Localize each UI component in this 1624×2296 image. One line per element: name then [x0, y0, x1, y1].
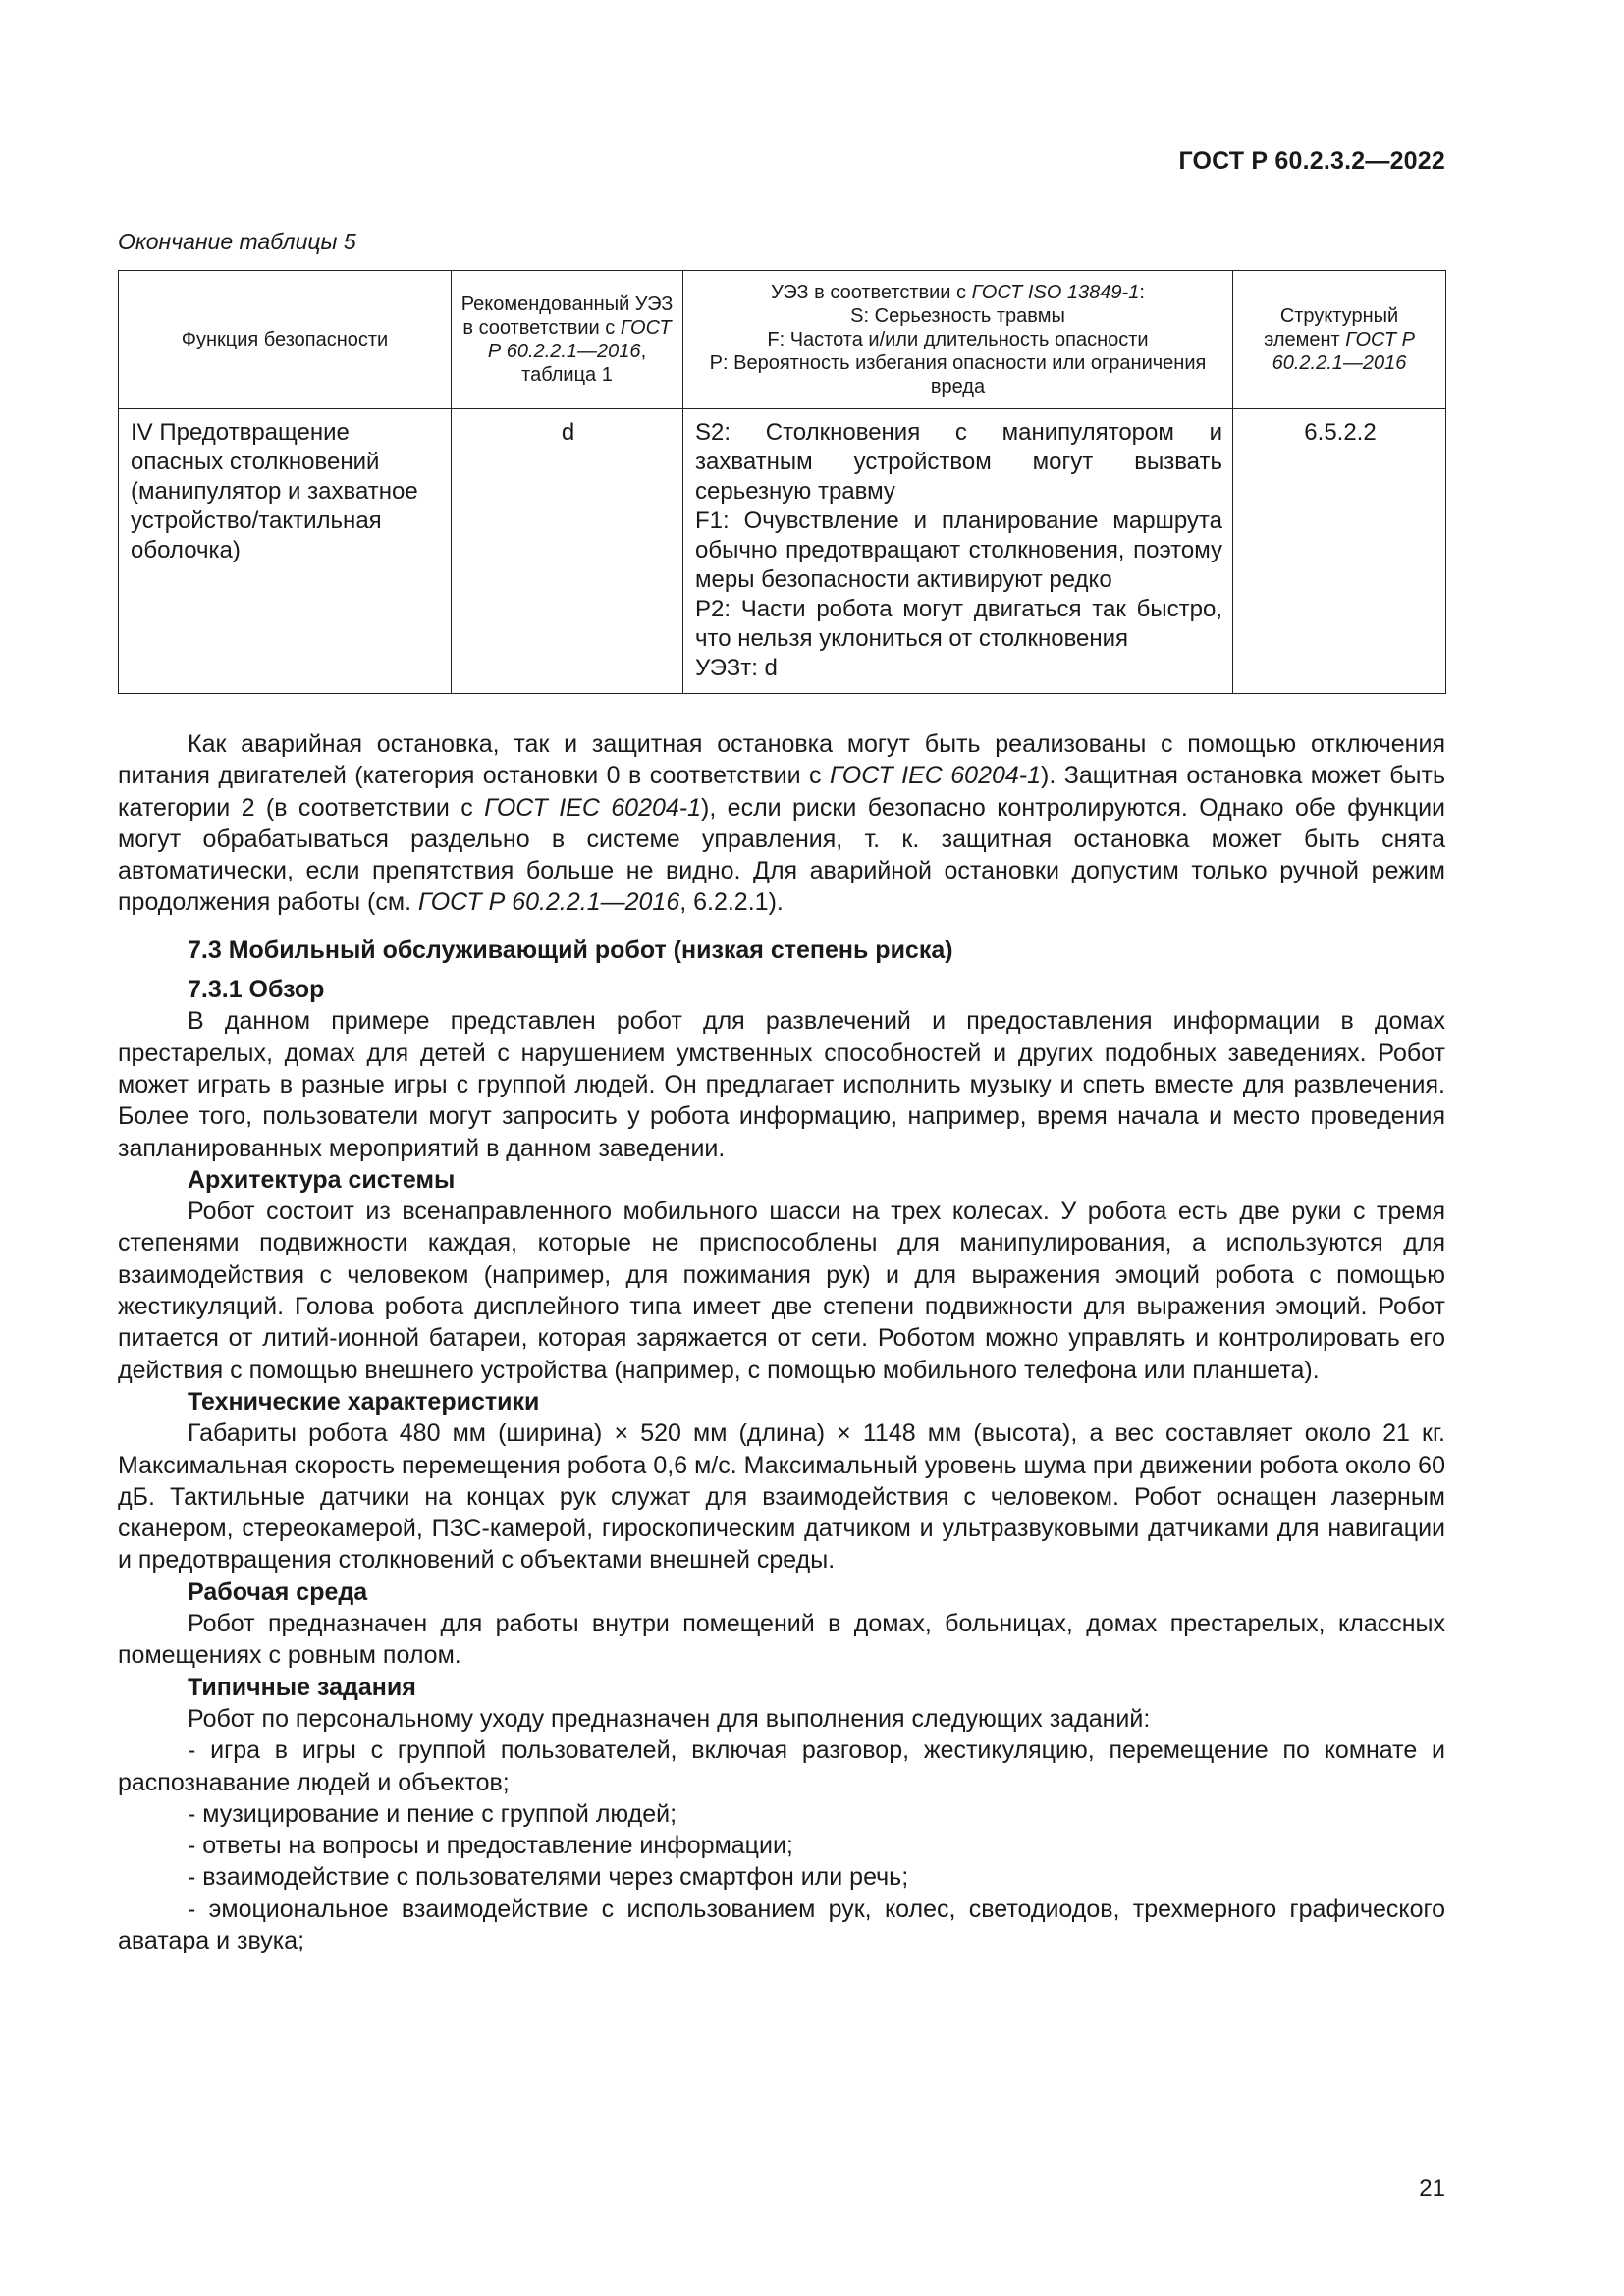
- heading-architecture: Архитектура системы: [188, 1165, 456, 1194]
- table-header-row: [119, 271, 1446, 409]
- paragraph-architecture: Робот состоит из всенаправленного мобильного шасси на трех колесах. У робота есть две руки с тремя степенями подвижности каждая, которые не приспособлены для манипулирования, а используются для взаимодействия с человеком (например, для пожимания рук) и для выражения эмоций робота с помощью жестикуляций. Голова робота дисплейного типа имеет две степени подвижности для выражения эмоций. Робот питается от литий-ионной батареи, которая заряжается от сети. Роботом можно управлять и контролировать его действия с помощью внешнего устройства (например, с помощью мобильного телефона или планшета).: [118, 1198, 1445, 1384]
- list-item: - взаимодействие с пользователями через смартфон или речь;: [188, 1863, 909, 1892]
- paragraph-overview: В данном примере представлен робот для развлечений и предоставления информации в домах престарелых, домах для детей с нарушением умственных способностей и других подобных заведениях. Робот может играть в разные игры с группой людей. Он предлагает исполнить музыку и спеть вместе для развлечения. Более того, пользователи могут запросить у робота информацию, например, время начала и место проведения запланированных мероприятий в данном заведении.: [118, 1007, 1445, 1162]
- page-number: 21: [1419, 2175, 1445, 2202]
- section-heading-7-3: 7.3 Мобильный обслуживающий робот (низкая степень риска): [188, 935, 953, 964]
- paragraph-stops: Как аварийная остановка, так и защитная остановка могут быть реализованы с помощью отключения питания двигателей (категория остановки 0 в соответствии с ГОСТ IEC 60204-1). Защитная остановка может быть категории 2 (в соответствии с ГОСТ IEC 60204-1), если риски безопасно контролируются. Однако обе функции могут обрабатываться раздельно в системе управления, т. к. защитная остановка может быть снята автоматически, если препятствия больше не видно. Для аварийной остановки допустим только ручной режим продолжения работы (см. ГОСТ Р 60.2.2.1—2016, 6.2.2.1).: [118, 730, 1445, 917]
- heading-environment: Рабочая среда: [188, 1577, 368, 1606]
- pl-line-f1: F1: Очувствление и планирование маршрута обычно предотвращают столкновения, поэтому меры безопасности активируют редко: [695, 507, 1222, 593]
- paragraph-tasks-intro: Робот по персональному уходу предназначен для выполнения следующих заданий:: [188, 1704, 1151, 1733]
- list-item: - ответы на вопросы и предоставление информации;: [188, 1832, 793, 1860]
- cell-pl-parameters: [683, 409, 1233, 694]
- cell-structural-element: 6.5.2.2: [1233, 409, 1446, 694]
- table-caption: Окончание таблицы 5: [118, 229, 356, 254]
- list-item: - эмоциональное взаимодействие с использованием рук, колес, светодиодов, трехмерного графического аватара и звука;: [118, 1895, 1445, 1954]
- header-recommended-pl: Рекомендованный УЭЗ в соответствии с ГОСТ Р 60.2.2.1—2016, таблица 1: [452, 271, 683, 409]
- list-item: - музицирование и пение с группой людей;: [188, 1799, 677, 1828]
- cell-recommended-pl: d: [452, 409, 683, 694]
- paragraph-technical: Габариты робота 480 мм (ширина) × 520 мм (длина) × 1148 мм (высота), а вес составляет около 21 кг. Максимальная скорость перемещения робота 0,6 м/с. Максимальный уровень шума при движении робота около 60 дБ. Тактильные датчики на концах рук служат для взаимодействия с человеком. Робот оснащен лазерным сканером, стереокамерой, ПЗС-камерой, гироскопическим датчиком и ультразвуковыми датчиками для навигации и предотвращения столкновений с объектами внешней среды.: [118, 1419, 1445, 1575]
- safety-functions-table: [118, 270, 1446, 694]
- list-item: - игра в игры с группой пользователей, включая разговор, жестикуляцию, перемещение по комнате и распознавание людей и объектов;: [118, 1736, 1445, 1796]
- body-text: [118, 728, 1445, 1956]
- header-safety-function: Функция безопасности: [119, 271, 452, 409]
- header-structural-element: Структурный элемент ГОСТ Р 60.2.2.1—2016: [1233, 271, 1446, 409]
- cell-safety-function: IV Предотвращение опасных столкновений (манипулятор и захватное устройство/тактильная оболочка): [119, 409, 452, 694]
- paragraph-environment: Робот предназначен для работы внутри помещений в домах, больницах, домах престарелых, классных помещениях с ровным полом.: [118, 1610, 1445, 1670]
- pl-line-plr: УЭЗт: d: [695, 655, 778, 681]
- heading-tasks: Типичные задания: [188, 1673, 416, 1701]
- table-row: [119, 409, 1446, 694]
- pl-line-p2: P2: Части робота могут двигаться так быстро, что нельзя уклониться от столкновения: [695, 596, 1222, 652]
- document-code: ГОСТ Р 60.2.3.2—2022: [1178, 147, 1445, 175]
- pl-line-s2: S2: Столкновения с манипулятором и захватным устройством могут вызвать серьезную травму: [695, 419, 1222, 505]
- subsection-heading-7-3-1: 7.3.1 Обзор: [188, 976, 325, 1004]
- heading-technical: Технические характеристики: [188, 1387, 540, 1415]
- header-pl-parameters: УЭЗ в соответствии с ГОСТ ISO 13849-1: S: Серьезность травмы F: Частота и/или длительность опасности P: Вероятность избегания опасности или ограничения вреда: [683, 271, 1233, 409]
